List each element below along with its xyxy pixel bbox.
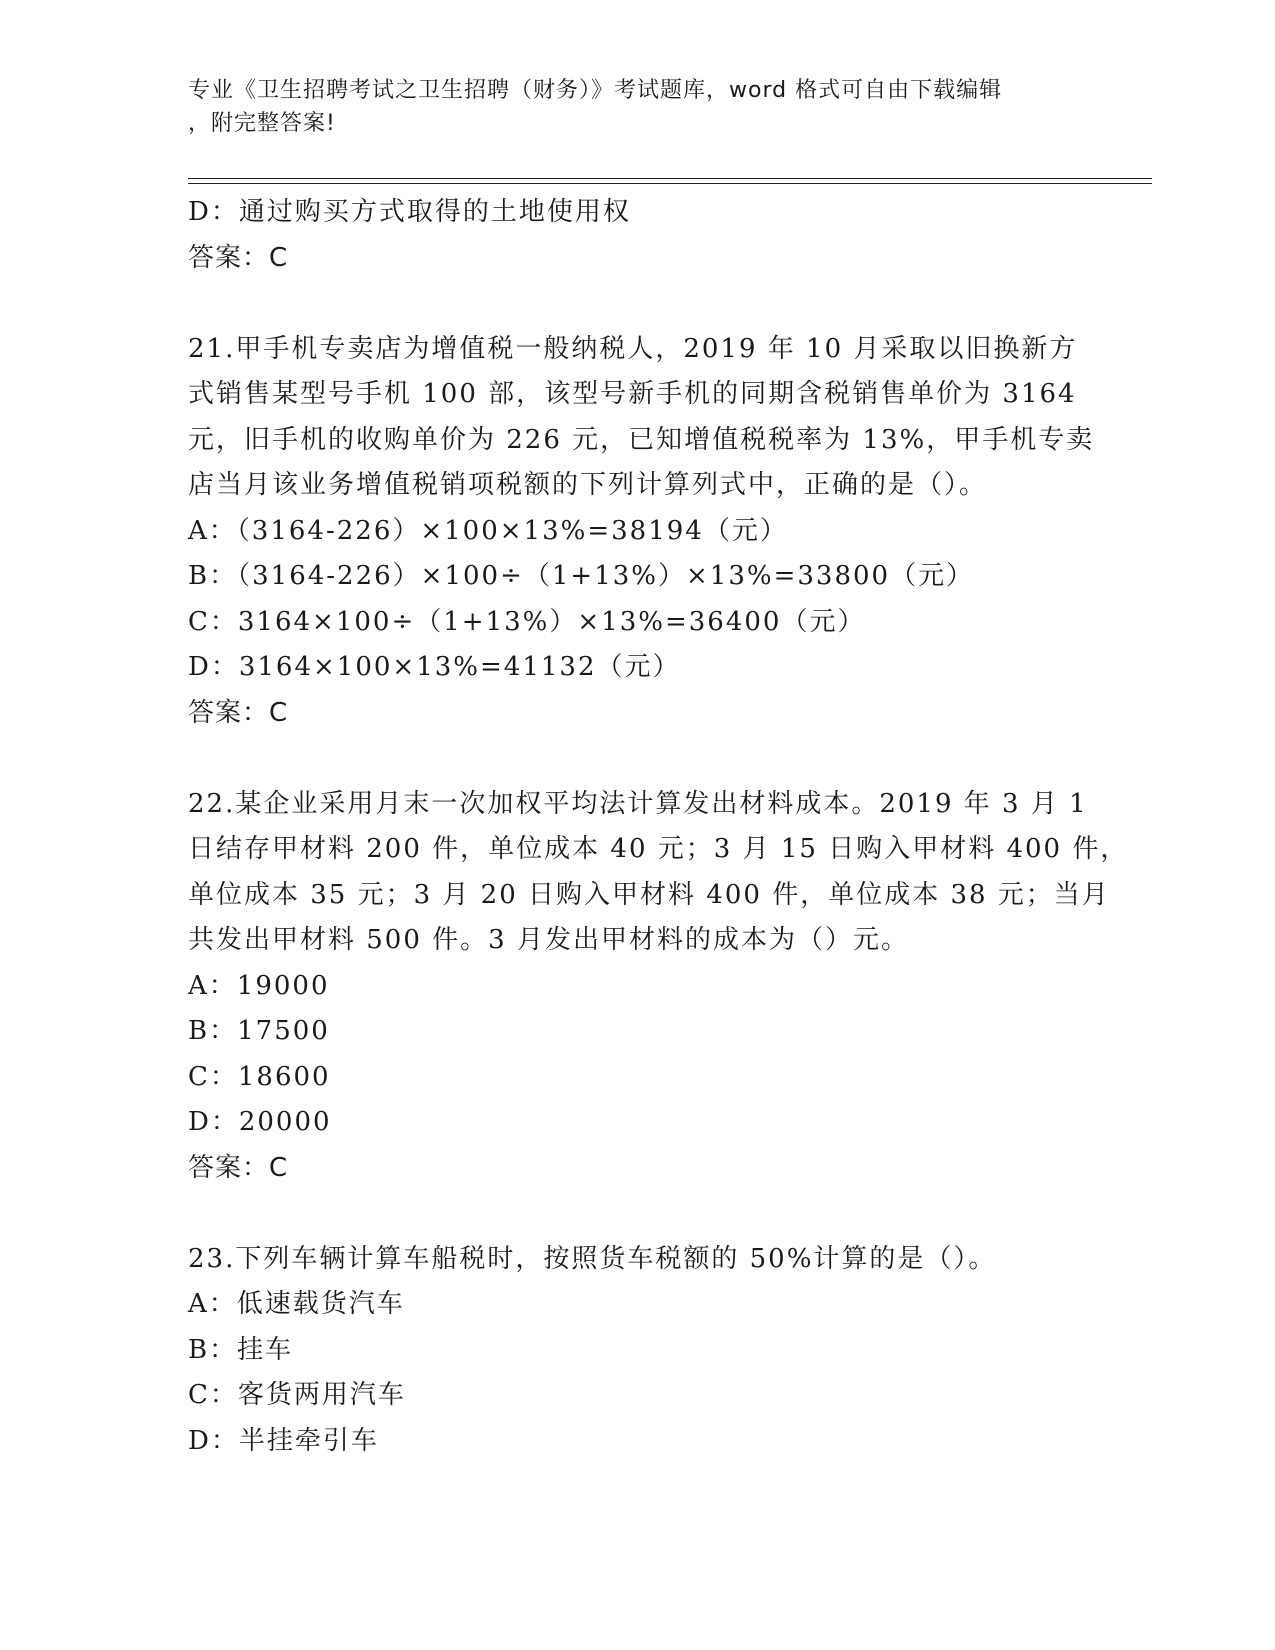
document-header: [188, 74, 1088, 140]
prev-answer: 答案：C: [188, 242, 289, 273]
spacer: [188, 1191, 1088, 1237]
question-21-option-a: A：（3164-226）×100×13%=38194（元）: [188, 515, 788, 546]
question-22-option-b: B：17500: [188, 1016, 330, 1046]
stem-line: 单位成本 35 元；3 月 20 日购入甲材料 400 件，单位成本 38 元；当月: [188, 879, 1110, 910]
question-21-stem: [188, 327, 1095, 509]
stem-line: 共发出甲材料 500 件。3 月发出甲材料的成本为（）元。: [188, 925, 909, 955]
question-23-stem: [188, 1237, 1088, 1283]
header-line-2: ，附完整答案!: [188, 111, 336, 136]
question-22-option-a: A：19000: [188, 970, 330, 1001]
stem-line: 元，旧手机的收购单价为 226 元，已知增值税税率为 13%，甲手机专卖: [188, 424, 1095, 455]
stem-line: 23.下列车辆计算车船税时，按照货车税额的 50%计算的是（）。: [188, 1243, 997, 1274]
header-divider-bottom: [188, 183, 1152, 184]
spacer: [188, 281, 1088, 327]
question-21-option-d: D：3164×100×13%=41132（元）: [188, 652, 681, 682]
header-divider-top: [188, 178, 1152, 179]
stem-line: 店当月该业务增值税销项税额的下列计算列式中，正确的是（）。: [188, 470, 988, 500]
question-21-option-c: C：3164×100÷（1+13%）×13%=36400（元）: [188, 606, 866, 637]
question-22-answer: 答案：C: [188, 1152, 289, 1183]
spacer: [188, 736, 1088, 782]
stem-line: 式销售某型号手机 100 部，该型号新手机的同期含税销售单价为 3164: [188, 379, 1077, 409]
question-23-option-c: C：客货两用汽车: [188, 1380, 406, 1410]
question-23-option-d: D：半挂牵引车: [188, 1425, 379, 1456]
question-23-option-a: A：低速载货汽车: [188, 1289, 405, 1319]
stem-line: 22.某企业采用月末一次加权平均法计算发出材料成本。2019 年 3 月 1: [188, 788, 1088, 819]
question-22-stem: [188, 782, 1129, 964]
question-22-option-c: C：18600: [188, 1061, 331, 1092]
question-21-answer: 答案：C: [188, 697, 289, 728]
stem-line: 21.甲手机专卖店为增值税一般纳税人，2019 年 10 月采取以旧换新方: [188, 333, 1078, 364]
question-21-option-b: B：（3164-226）×100÷（1+13%）×13%=33800（元）: [188, 561, 975, 591]
question-23-option-b: B：挂车: [188, 1334, 294, 1365]
stem-line: 日结存甲材料 200 件，单位成本 40 元；3 月 15 日购入甲材料 400 件，: [188, 834, 1129, 864]
prev-option-d: D：通过购买方式取得的土地使用权: [188, 197, 631, 227]
question-22-option-d: D：20000: [188, 1107, 332, 1137]
header-line-1: 专业《卫生招聘考试之卫生招聘（财务）》考试题库，word 格式可自由下载编辑: [188, 78, 1003, 103]
question-content: [188, 190, 1129, 1464]
